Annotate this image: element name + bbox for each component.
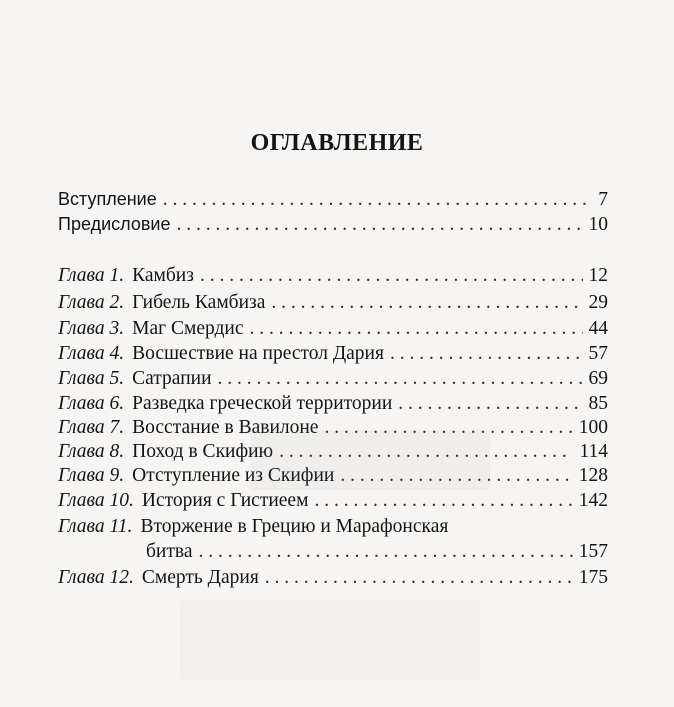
chapter-title: Отступление из Скифии [132, 465, 335, 486]
chapter-number: Глава 4. [58, 343, 125, 364]
toc-entry-label: Вступление [58, 189, 157, 209]
toc-page-number: 128 [578, 465, 608, 486]
toc-page-number: 100 [578, 417, 608, 438]
toc-page-number: 175 [578, 567, 608, 588]
toc-entry-chapter-first-line [58, 514, 608, 540]
toc-entry-chapter [58, 366, 608, 392]
chapter-number: Глава 11. [58, 516, 133, 537]
toc-entry-label [58, 290, 265, 316]
chapter-number: Глава 7. [58, 417, 125, 438]
leader-dots [271, 290, 582, 316]
chapter-number: Глава 10. [58, 490, 134, 511]
toc-page-number: 44 [588, 318, 608, 339]
chapter-number: Глава 12. [58, 567, 134, 588]
chapter-number: Глава 1. [58, 265, 125, 286]
toc-page-number: 85 [588, 393, 608, 414]
chapter-title: История с Гистиеем [141, 490, 309, 511]
toc-entry-label [58, 366, 212, 392]
toc-page-number: 12 [588, 265, 608, 286]
leader-dots [200, 263, 583, 289]
chapter-title: Гибель Камбиза [132, 292, 266, 313]
chapter-title: Вторжение в Грецию и Марафонская [140, 516, 449, 537]
toc-entry-label: Предисловие [58, 214, 171, 234]
toc-entry-label [58, 391, 392, 417]
leader-dots [198, 539, 572, 565]
leader-dots [250, 316, 583, 342]
leader-dots [314, 488, 572, 514]
chapter-number: Глава 2. [58, 292, 125, 313]
toc-entry-chapter [58, 488, 608, 514]
leader-dots [163, 187, 593, 213]
toc-page-number: 69 [588, 368, 608, 389]
leader-dots [390, 341, 583, 367]
chapter-title: Сатрапии [132, 368, 212, 389]
toc-entry-chapter [58, 263, 608, 289]
toc-entry-preface [58, 211, 608, 237]
toc-entry-label [58, 439, 273, 465]
leader-dots [265, 565, 573, 591]
toc-page-number: 7 [598, 189, 608, 210]
bleed-through-smudge [250, 430, 490, 490]
toc-entry-chapter [58, 290, 608, 316]
toc-entry-chapter [58, 316, 608, 342]
bleed-through-smudge [180, 600, 480, 680]
page-title: ОГЛАВЛЕНИЕ [250, 130, 424, 156]
chapter-title: Восстание в Вавилоне [132, 417, 319, 438]
toc-page-number: 157 [578, 541, 608, 562]
chapter-title: Восшествие на престол Дария [132, 343, 384, 364]
chapter-title: Смерть Дария [141, 567, 259, 588]
leader-dots [218, 366, 583, 392]
toc-entry-chapter [58, 391, 608, 417]
leader-dots [398, 391, 582, 417]
chapter-title: Маг Смердис [132, 318, 244, 339]
chapter-number: Глава 6. [58, 393, 125, 414]
leader-dots [176, 212, 582, 238]
toc-page-number: 114 [579, 441, 608, 462]
toc-entry-chapter-continuation [146, 539, 608, 565]
toc-page-number: 29 [588, 292, 608, 313]
toc-entry-label [58, 341, 384, 367]
chapter-number: Глава 3. [58, 318, 125, 339]
toc-entry-label [58, 316, 244, 342]
toc-entry-intro [58, 186, 608, 212]
toc-page-number: 57 [588, 343, 608, 364]
chapter-title: Поход в Скифию [132, 441, 274, 462]
toc-page-number: 10 [588, 214, 608, 235]
chapter-number: Глава 9. [58, 465, 125, 486]
toc-entry-label [58, 263, 194, 289]
chapter-title: Разведка греческой территории [132, 393, 393, 414]
chapter-number: Глава 8. [58, 441, 125, 462]
chapter-title: Камбиз [132, 265, 194, 286]
chapter-title-continuation: битва [146, 541, 193, 562]
toc-page-number: 142 [578, 490, 608, 511]
toc-entry-chapter [58, 341, 608, 367]
toc-entry-label [58, 488, 308, 514]
toc-entry-label [58, 565, 259, 591]
chapter-number: Глава 5. [58, 368, 125, 389]
toc-entry-chapter [58, 565, 608, 591]
